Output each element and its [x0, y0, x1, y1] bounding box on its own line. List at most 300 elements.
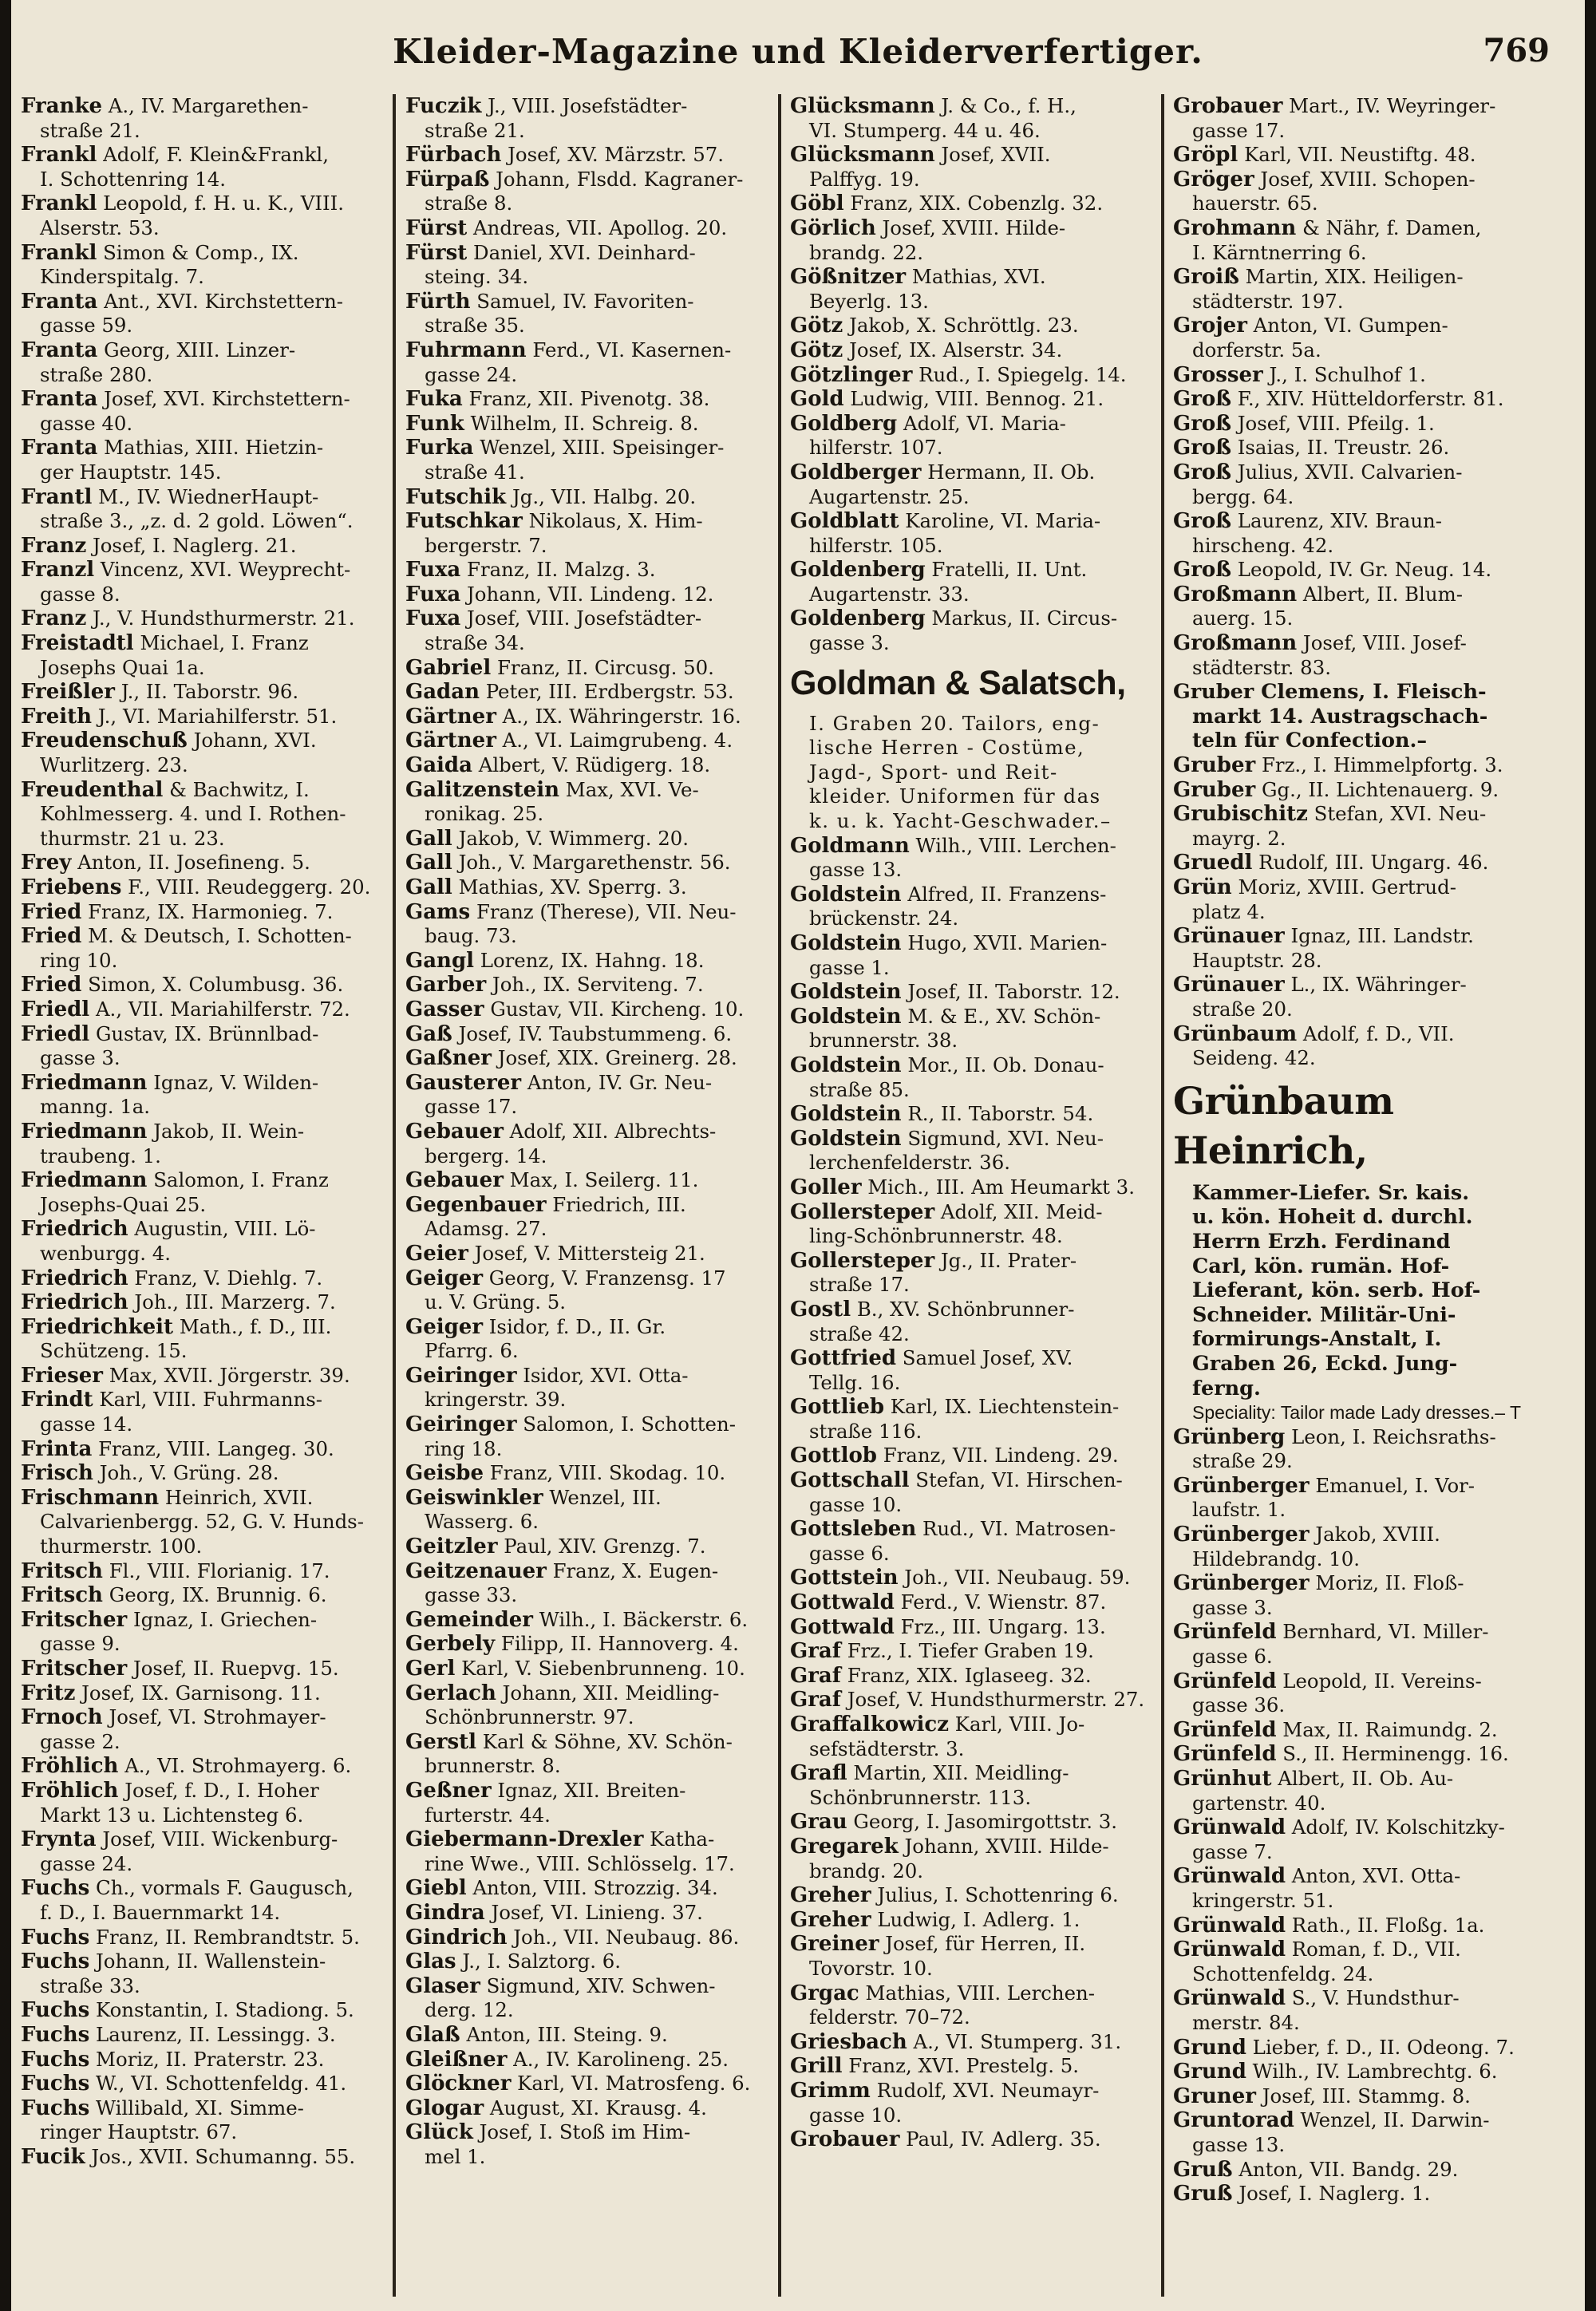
entry-first-line — [21, 1266, 389, 1291]
entry-first-line — [21, 2145, 389, 2170]
entry-first-line — [21, 1779, 389, 1803]
entry-first-line — [21, 534, 389, 559]
entry-name: Groß — [1173, 411, 1231, 436]
entry-name: Geiger — [405, 1266, 484, 1290]
entry-address: Mor., II. Ob. Donau- — [901, 1053, 1104, 1076]
entry-name: Garber — [405, 973, 487, 997]
entry-address: Paul, IV. Adlerg. 35. — [899, 2127, 1101, 2151]
entry-first-line — [790, 2054, 1159, 2079]
entry-address: Josef, VIII. Wickenburg- — [96, 1827, 338, 1851]
entry-continuation: wenburgg. 4. — [40, 1241, 172, 1265]
entry-first-line — [1173, 1022, 1542, 1047]
entry-continuation: Schönbrunnerstr. 97. — [425, 1705, 634, 1729]
entry-first-line — [21, 778, 389, 803]
directory-entry — [1173, 1767, 1542, 1815]
entry-first-line — [21, 1657, 389, 1681]
entry-address: Karl, VII. Neustiftg. 48. — [1238, 143, 1476, 167]
directory-entry — [21, 924, 389, 973]
directory-entry — [21, 534, 389, 559]
entry-name: Gindrich — [405, 1925, 508, 1950]
entry-first-line — [1173, 778, 1542, 803]
entry-name: Grohmann — [1173, 215, 1297, 240]
entry-address: Josef, VIII. Josefstädter- — [460, 606, 702, 630]
entry-name: Fuka — [405, 387, 463, 412]
entry-name: Gottwald — [790, 1590, 895, 1615]
entry-first-line — [790, 509, 1159, 534]
entry-name: Frieser — [21, 1363, 103, 1388]
directory-entry — [790, 606, 1159, 655]
directory-entry — [1173, 2036, 1542, 2060]
ad-line: ferng. — [1192, 1376, 1261, 1400]
entry-address: Mathias, VIII. Lerchen- — [859, 1981, 1095, 2005]
directory-entry — [21, 387, 389, 436]
entry-address: Julius, XVII. Calvarien- — [1231, 460, 1463, 484]
entry-first-line — [21, 729, 389, 753]
entry-first-line — [1173, 2060, 1542, 2084]
entry-continuation: baug. 73. — [425, 924, 517, 948]
directory-entry — [790, 1444, 1159, 1468]
entry-continuation: auerg. 15. — [1192, 606, 1294, 630]
entry-continuation: Tellg. 16. — [809, 1370, 901, 1394]
entry-address: Peter, III. Erdbergstr. 53. — [479, 680, 734, 704]
entry-name: Gaida — [405, 753, 472, 778]
entry-name: Fuxa — [405, 606, 461, 631]
entry-address: A., VI. Stumperg. 31. — [907, 2029, 1122, 2053]
column-3 — [790, 94, 1159, 2152]
entry-address: Albert, II. Blum- — [1297, 582, 1463, 606]
entry-address: Simon, X. Columbusg. 36. — [81, 973, 344, 997]
entry-address: Laurenz, XIV. Braun- — [1231, 509, 1442, 533]
directory-entry — [21, 1998, 389, 2023]
ad-line: teln für Confection.– — [1192, 729, 1428, 753]
directory-entry — [405, 1412, 774, 1461]
entry-first-line — [405, 387, 774, 412]
entry-first-line — [21, 1364, 389, 1389]
entry-first-line — [1173, 1718, 1542, 1743]
entry-continuation: gasse 24. — [40, 1851, 133, 1875]
directory-entry — [405, 143, 774, 168]
directory-entry — [790, 1102, 1159, 1127]
entry-address: Filipp, II. Hannoverg. 4. — [495, 1632, 739, 1656]
directory-entry — [1173, 631, 1542, 680]
ad-line: Schneider. Militär-Uni- — [1192, 1302, 1456, 1327]
entry-address: Josef, VI. Strohmayer- — [102, 1705, 326, 1729]
entry-name: Fuhrmann — [405, 338, 527, 362]
entry-name: Gottstein — [790, 1566, 899, 1590]
entry-name: Groiß — [1173, 265, 1239, 290]
directory-entry — [405, 2120, 774, 2169]
entry-first-line — [21, 1120, 389, 1144]
directory-entry — [405, 94, 774, 143]
entry-continuation: gasse 6. — [809, 1541, 890, 1565]
entry-continuation: bergerstr. 7. — [425, 533, 547, 557]
entry-continuation: hirscheng. 42. — [1192, 533, 1334, 557]
directory-entry — [21, 1461, 389, 1486]
entry-name: Götzlinger — [790, 362, 913, 387]
entry-first-line — [1173, 436, 1542, 460]
entry-first-line — [790, 1298, 1159, 1322]
directory-entry — [1173, 1474, 1542, 1523]
entry-first-line — [1173, 851, 1542, 875]
entry-address: Paul, XIV. Grenzg. 7. — [497, 1535, 706, 1558]
entry-name: Gröpl — [1173, 143, 1238, 168]
directory-entry — [1173, 973, 1542, 1021]
directory-entry — [405, 1681, 774, 1730]
entry-address: Josef, f. D., I. Hoher — [118, 1778, 319, 1802]
page-title: Kleider-Magazine und Kleiderverfertiger. — [393, 32, 1203, 71]
directory-entry — [790, 1810, 1159, 1835]
entry-name: Glaser — [405, 1973, 480, 1998]
entry-name: Gruner — [1173, 2084, 1256, 2108]
entry-continuation: straße 8. — [425, 192, 513, 215]
entry-name: Grobauer — [790, 2127, 900, 2152]
entry-first-line — [21, 924, 389, 949]
entry-name: Grünwald — [1173, 1938, 1286, 1962]
directory-entry — [790, 834, 1159, 883]
entry-name: Friedrich — [21, 1217, 128, 1242]
entry-first-line — [405, 1876, 774, 1901]
directory-entry — [405, 1071, 774, 1120]
entry-first-line — [21, 1437, 389, 1462]
entry-address: Franz, XVI. Prestelg. 5. — [842, 2054, 1080, 2078]
entry-continuation: gasse 10. — [809, 2103, 903, 2127]
directory-entry — [405, 1242, 774, 1266]
entry-name: Fucik — [21, 2144, 85, 2169]
entry-first-line — [790, 1932, 1159, 1957]
entry-name: Grafl — [790, 1761, 847, 1786]
entry-first-line — [405, 1168, 774, 1193]
entry-continuation: ling-Schönbrunnerstr. 48. — [809, 1224, 1063, 1248]
entry-address: Anton, VI. Gumpen- — [1246, 314, 1448, 338]
entry-name: Friedl — [21, 997, 90, 1021]
directory-entry — [1173, 436, 1542, 460]
directory-entry — [21, 1388, 389, 1436]
entry-address: Rud., I. Spiegelg. 14. — [912, 362, 1127, 386]
directory-entry — [405, 1632, 774, 1657]
entry-name: Glücksmann — [790, 94, 935, 118]
entry-first-line — [21, 705, 389, 729]
entry-address: Alfred, II. Franzens- — [901, 882, 1107, 906]
entry-name: Glas — [405, 1950, 456, 1974]
entry-first-line — [1173, 2036, 1542, 2060]
entry-address: Franz, IX. Harmonieg. 7. — [81, 899, 334, 923]
entry-address: Josef, I. Naglerg. 1. — [1232, 2182, 1431, 2206]
entry-name: Gold — [790, 387, 844, 412]
entry-name: Gebauer — [405, 1168, 504, 1193]
entry-name: Grünhut — [1173, 1767, 1272, 1791]
directory-entry — [405, 680, 774, 705]
entry-name: Geiringer — [405, 1412, 517, 1437]
entry-name: Großmann — [1173, 631, 1298, 656]
entry-address: Adolf, IV. Kolschitzky- — [1286, 1815, 1505, 1839]
entry-name: Gebauer — [405, 1119, 504, 1144]
entry-first-line — [405, 729, 774, 753]
entry-name: Frankl — [21, 240, 97, 265]
entry-address: F., VIII. Reudeggerg. 20. — [121, 875, 371, 899]
entry-name: Grünbaum — [1173, 1021, 1298, 1046]
entry-continuation: gasse 3. — [40, 1046, 120, 1070]
entry-name: Gruber — [1173, 777, 1256, 802]
entry-name: Grünwald — [1173, 1815, 1286, 1840]
entry-first-line — [405, 168, 774, 192]
entry-name: Goldstein — [790, 882, 902, 907]
entry-name: Fürst — [405, 240, 468, 265]
entry-name: Grubischitz — [1173, 802, 1308, 827]
entry-address: Josef, XVIII. Schopen- — [1254, 167, 1476, 191]
entry-continuation: rine Wwe., VIII. Schlösselg. 17. — [425, 1851, 735, 1875]
entry-address: Karoline, VI. Maria- — [899, 509, 1101, 533]
directory-entry — [1173, 1669, 1542, 1718]
entry-continuation: derg. 12. — [425, 1998, 514, 2022]
directory-entry — [790, 1127, 1159, 1175]
directory-entry — [1173, 216, 1542, 265]
entry-first-line — [1173, 216, 1542, 241]
directory-entry — [21, 2023, 389, 2048]
entry-address: Heinrich, XVII. — [159, 1485, 314, 1509]
directory-entry — [1173, 924, 1542, 973]
entry-first-line — [790, 1395, 1159, 1420]
entry-address: J. & Co., f. H., — [934, 94, 1077, 117]
directory-entry — [790, 338, 1159, 363]
entry-address: Mart., IV. Weyringer- — [1282, 94, 1496, 117]
entry-name: Gerlach — [405, 1681, 496, 1705]
entry-address: August, XI. Krausg. 4. — [484, 2096, 707, 2119]
entry-address: Rath., II. Floßg. 1a. — [1286, 1913, 1485, 1937]
entry-continuation: bergg. 64. — [1192, 484, 1294, 508]
entry-address: Julius, I. Schottenring 6. — [871, 1883, 1119, 1907]
directory-entry — [790, 2079, 1159, 2127]
entry-first-line — [21, 851, 389, 875]
directory-entry — [405, 436, 774, 484]
entry-first-line — [21, 1681, 389, 1706]
directory-entry — [1173, 1620, 1542, 1669]
entry-address: W., VI. Schottenfeldg. 41. — [89, 2072, 347, 2096]
entry-first-line — [405, 216, 774, 241]
entry-address: Josef, IX. Alserstr. 34. — [843, 338, 1063, 361]
entry-name: Grün — [1173, 875, 1232, 899]
entry-first-line — [790, 1908, 1159, 1933]
directory-entry — [790, 883, 1159, 931]
entry-address: R., II. Taborstr. 54. — [901, 1102, 1094, 1126]
entry-name: Gregarek — [790, 1834, 899, 1859]
entry-name: Gaßner — [405, 1046, 492, 1071]
entry-name: Frinta — [21, 1436, 93, 1461]
ad-line: Lieferant, kön. serb. Hof- — [1192, 1278, 1481, 1303]
entry-name: Grünberger — [1173, 1571, 1310, 1596]
entry-first-line — [405, 875, 774, 900]
entry-continuation: brunnerstr. 8. — [425, 1754, 561, 1778]
directory-entry — [1173, 2108, 1542, 2157]
directory-entry — [21, 680, 389, 705]
entry-continuation: straße 21. — [40, 118, 140, 142]
entry-name: Franta — [21, 338, 98, 362]
directory-entry — [405, 1974, 774, 2023]
directory-entry — [790, 931, 1159, 980]
directory-entry — [405, 583, 774, 607]
entry-first-line — [405, 1827, 774, 1852]
directory-entry — [790, 363, 1159, 388]
directory-entry — [790, 1005, 1159, 1053]
entry-continuation: felderstr. 70–72. — [809, 2005, 970, 2029]
entry-address: Adolf, XII. Meid- — [934, 1199, 1103, 1223]
entry-name: Fuchs — [21, 1876, 90, 1901]
entry-first-line — [790, 1127, 1159, 1152]
entry-first-line — [21, 1705, 389, 1730]
entry-first-line — [1173, 2158, 1542, 2183]
directory-entry — [21, 1950, 389, 1998]
entry-first-line — [790, 1835, 1159, 1859]
entry-address: A., IX. Währingerstr. 16. — [496, 704, 741, 728]
entry-address: Martin, XII. Meidling- — [847, 1761, 1069, 1785]
entry-continuation: steing. 34. — [425, 265, 529, 289]
entry-name: Gottsleben — [790, 1517, 917, 1542]
entry-continuation: Pfarrg. 6. — [425, 1339, 519, 1363]
entry-continuation: kringerstr. 39. — [425, 1388, 567, 1412]
entry-address: Ch., vormals F. Gaugusch, — [89, 1876, 354, 1900]
entry-name: Gruß — [1173, 2182, 1233, 2206]
entry-address: Anton, VII. Bandg. 29. — [1232, 2157, 1459, 2181]
entry-address: Anton, II. Josefineng. 5. — [71, 851, 310, 875]
entry-address: Simon & Comp., IX. — [97, 240, 299, 264]
entry-first-line — [21, 1461, 389, 1486]
entry-address: Jg., II. Prater- — [934, 1248, 1077, 1272]
entry-first-line — [21, 606, 389, 631]
directory-entry — [405, 1608, 774, 1633]
entry-address: Wilh., IV. Lambrechtg. 6. — [1246, 2060, 1498, 2084]
ad-line: Graben 26, Eckd. Jung- — [1192, 1351, 1458, 1376]
entry-address: M., IV. WiednerHaupt- — [92, 484, 319, 508]
entry-address: Konstantin, I. Stadiong. 5. — [89, 1998, 354, 2022]
directory-entry — [405, 753, 774, 778]
entry-address: J., VIII. Josefstädter- — [481, 94, 688, 117]
directory-entry — [21, 338, 389, 387]
entry-first-line — [21, 1998, 389, 2023]
entry-first-line — [790, 192, 1159, 216]
directory-entry — [405, 1901, 774, 1926]
entry-first-line — [405, 412, 774, 437]
entry-continuation: Adamsg. 27. — [425, 1217, 547, 1241]
directory-entry — [1173, 1938, 1542, 1986]
directory-entry — [405, 241, 774, 290]
directory-entry — [405, 509, 774, 558]
entry-address: A., IV. Margarethen- — [102, 94, 309, 117]
directory-entry — [21, 1583, 389, 1608]
entry-name: Franzl — [21, 558, 95, 583]
entry-name: Friedmann — [21, 1168, 148, 1193]
directory-entry — [21, 2096, 389, 2145]
entry-name: Gangl — [405, 948, 475, 973]
entry-first-line — [405, 143, 774, 168]
entry-first-line — [790, 216, 1159, 241]
entry-name: Groß — [1173, 460, 1231, 484]
entry-continuation: f. D., I. Bauernmarkt 14. — [40, 1900, 281, 1924]
directory-entry — [21, 1754, 389, 1779]
directory-entry — [790, 2054, 1159, 2079]
entry-name: Goldenberg — [790, 606, 926, 631]
entry-first-line — [405, 1046, 774, 1071]
entry-first-line — [405, 1901, 774, 1926]
entry-address: Ignaz, III. Landstr. — [1284, 924, 1474, 948]
entry-name: Grünberg — [1173, 1424, 1286, 1449]
entry-first-line — [405, 1730, 774, 1755]
directory-entry — [405, 997, 774, 1022]
directory-entry — [405, 1364, 774, 1412]
entry-address: Albert, II. Ob. Au- — [1271, 1767, 1454, 1790]
entry-name: Futschik — [405, 484, 507, 509]
entry-address: Leopold, f. H. u. K., VIII. — [97, 192, 345, 215]
entry-first-line — [21, 1071, 389, 1096]
entry-address: Isaias, II. Treustr. 26. — [1231, 436, 1450, 460]
entry-address: Max, II. Raimundg. 2. — [1276, 1717, 1498, 1741]
entry-first-line — [1173, 753, 1542, 778]
entry-address: Samuel, IV. Favoriten- — [470, 289, 694, 313]
directory-entry — [790, 192, 1159, 216]
directory-entry — [405, 1926, 774, 1950]
entry-continuation: straße 17. — [809, 1273, 910, 1297]
entry-name: Gadan — [405, 680, 480, 705]
entry-name: Gemeinder — [405, 1607, 533, 1632]
entry-address: Adolf, F. Klein&Frankl, — [97, 143, 329, 167]
directory-entry — [1173, 583, 1542, 631]
entry-first-line — [790, 1175, 1159, 1200]
ad-line: Jagd-, Sport- und Reit- — [809, 760, 1058, 784]
entry-first-line — [790, 338, 1159, 363]
directory-entry — [1173, 168, 1542, 216]
column-rule — [778, 94, 781, 2297]
entry-first-line — [21, 1827, 389, 1852]
directory-entry — [405, 875, 774, 900]
entry-first-line — [405, 1950, 774, 1974]
entry-first-line — [405, 94, 774, 119]
directory-entry — [1173, 2084, 1542, 2109]
entry-continuation: gasse 59. — [40, 314, 133, 338]
entry-continuation: gasse 13. — [809, 858, 903, 882]
entry-name: Friedl — [21, 1021, 90, 1046]
directory-entry — [790, 1639, 1159, 1664]
entry-address: A., VI. Strohmayerg. 6. — [118, 1754, 352, 1778]
directory-entry — [21, 900, 389, 925]
entry-name: Grimm — [790, 2078, 871, 2103]
entry-address: Stefan, VI. Hirschen- — [909, 1468, 1123, 1492]
entry-first-line — [1173, 583, 1542, 607]
entry-address: Josef, XV. Märzstr. 57. — [501, 143, 725, 167]
entry-first-line — [1173, 1571, 1542, 1596]
entry-continuation: Palffyg. 19. — [809, 167, 920, 191]
entry-address: L., IX. Währinger- — [1284, 973, 1467, 997]
directory-entry — [790, 558, 1159, 606]
directory-entry — [790, 1175, 1159, 1200]
entry-first-line — [405, 2048, 774, 2072]
directory-entry — [790, 509, 1159, 558]
entry-address: Ludwig, I. Adlerg. 1. — [871, 1907, 1080, 1931]
entry-name: Griesbach — [790, 2029, 907, 2054]
entry-address: Johann, XVI. — [187, 729, 317, 753]
entry-first-line — [790, 1053, 1159, 1078]
entry-continuation: ring 18. — [425, 1436, 503, 1460]
directory-entry — [405, 973, 774, 997]
entry-first-line — [790, 460, 1159, 485]
entry-first-line — [790, 558, 1159, 583]
directory-entry — [790, 1713, 1159, 1761]
entry-address: Joh., VII. Neubaug. 86. — [507, 1925, 740, 1949]
entry-address: Franz, XIX. Cobenzlg. 32. — [843, 192, 1104, 215]
entry-name: Glücksmann — [790, 143, 935, 168]
entry-name: Grund — [1173, 2060, 1246, 2084]
entry-name: Fuchs — [21, 2072, 90, 2096]
entry-continuation: straße 29. — [1192, 1449, 1293, 1473]
entry-address: J., V. Hundsthurmerstr. 21. — [86, 606, 355, 630]
entry-address: Hermann, II. Ob. — [921, 460, 1096, 484]
